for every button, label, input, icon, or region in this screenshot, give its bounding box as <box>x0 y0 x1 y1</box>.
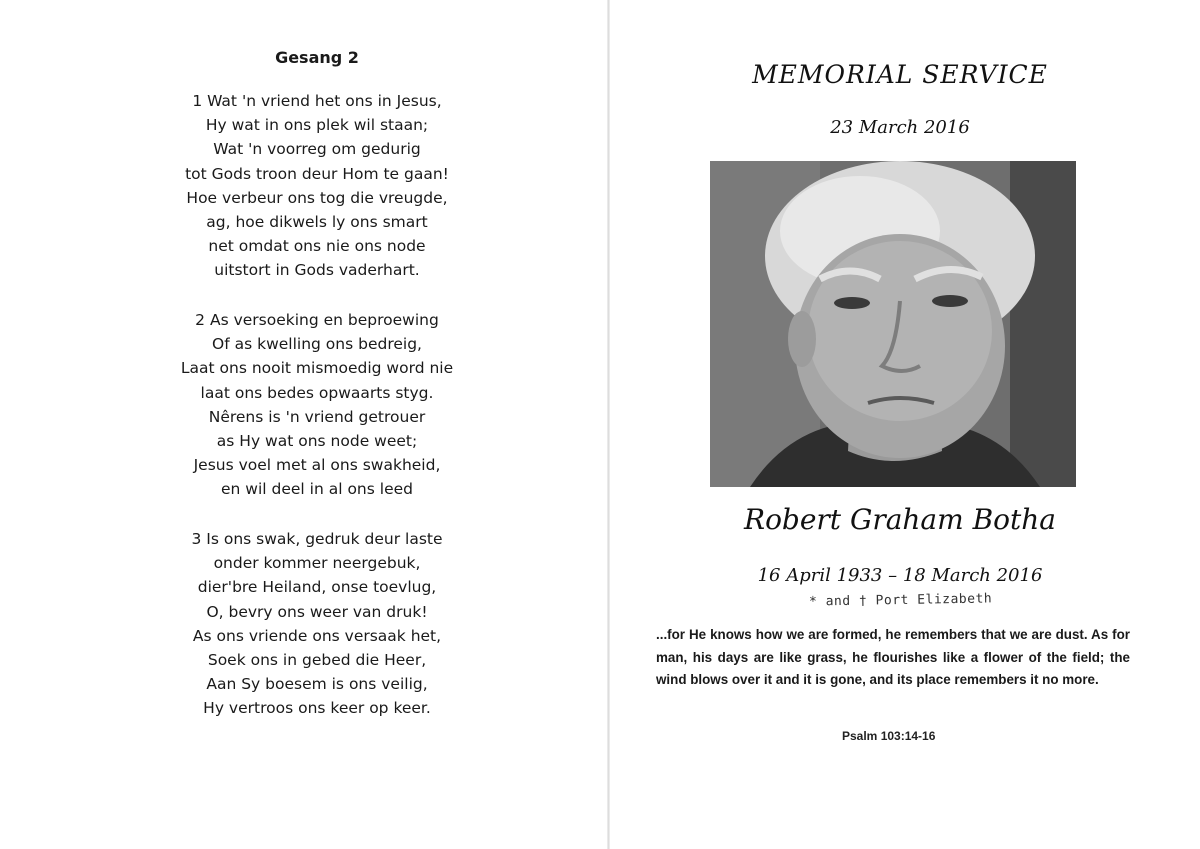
hymn-line: 1 Wat 'n vriend het ons in Jesus, <box>192 92 442 110</box>
hymn-line: 2 As versoeking en beproewing <box>195 311 439 329</box>
hymn-line: net omdat ons nie ons node <box>208 237 426 256</box>
hymn-line: Soek ons in gebed die Heer, <box>207 651 427 670</box>
hymn-line: laat ons bedes opwaarts styg. <box>200 383 434 402</box>
hymn-line: dier'bre Heiland, onse toevlug, <box>197 578 437 597</box>
hymn-title: Gesang 2 <box>275 48 359 67</box>
hymn-stanza <box>0 527 634 721</box>
right-page <box>610 0 1200 849</box>
hymn-line: Nêrens is 'n vriend getrouer <box>208 407 426 426</box>
handwritten-note: * and † Port Elizabeth <box>808 591 993 610</box>
hymn-line: Of as kwelling ons bedreig, <box>212 335 422 354</box>
hymn-line: Laat ons nooit mismoedig word nie <box>180 359 454 378</box>
hymn-line: onder kommer neergebuk, <box>213 554 421 573</box>
scripture-text: ...for He knows how we are formed, he remembers that we are dust. As for man, his days are like grass, he flourishes like a flower of the field; the wind blows over it and it is gone, and its place remembers it no more. <box>656 627 1130 687</box>
hymn-line: As ons vriende ons versaak het, <box>192 626 442 645</box>
hymn-line: Hoe verbeur ons tog die vreugde, <box>186 188 448 207</box>
hymn-line: tot Gods troon deur Hom te gaan! <box>185 164 449 183</box>
hymn-line: Aan Sy boesem is ons veilig, <box>206 675 428 694</box>
hymn-line: uitstort in Gods vaderhart. <box>214 261 420 280</box>
hymn-line: Hy vertroos ons keer op keer. <box>203 699 431 718</box>
hymn-line: O, bevry ons weer van druk! <box>206 602 428 621</box>
hymn-stanza <box>0 308 634 502</box>
hymn-line: as Hy wat ons node weet; <box>216 432 418 451</box>
portrait-photo <box>710 161 1076 487</box>
hymn-line: 3 Is ons swak, gedruk deur laste <box>191 530 443 548</box>
hymn-line: Jesus voel met al ons swakheid, <box>193 456 441 475</box>
life-dates: 16 April 1933 – 18 March 2016 <box>757 565 1043 586</box>
hymn-line: Wat 'n voorreg om gedurig <box>213 140 421 159</box>
memorial-title: MEMORIAL SERVICE <box>752 60 1048 89</box>
service-date: 23 March 2016 <box>830 117 970 138</box>
portrait-illustration <box>710 161 1076 487</box>
hymn-stanza <box>0 89 634 283</box>
deceased-name: Robert Graham Botha <box>743 503 1056 536</box>
hymn-line: ag, hoe dikwels ly ons smart <box>206 213 428 232</box>
hymn-line: en wil deel in al ons leed <box>221 480 413 499</box>
hymn-line: Hy wat in ons plek wil staan; <box>205 116 429 135</box>
scripture-reference: Psalm 103:14-16 <box>842 729 936 743</box>
